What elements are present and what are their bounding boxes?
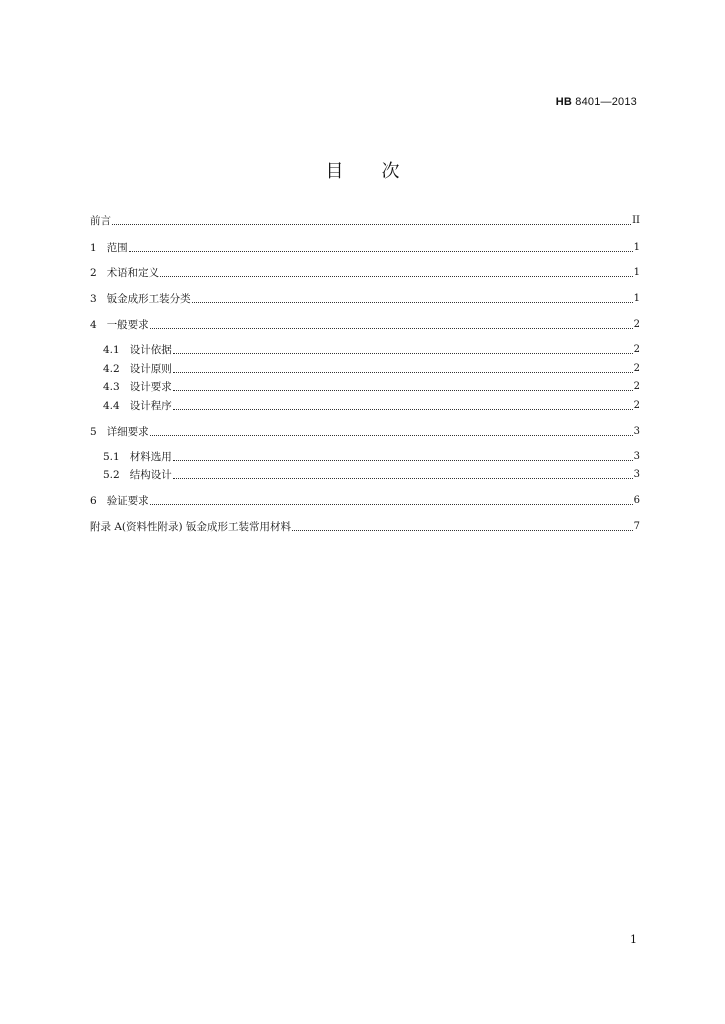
toc-page-number: 1 (633, 242, 640, 253)
standard-number: 8401—2013 (575, 96, 637, 108)
page-number: 1 (630, 933, 637, 946)
toc-label: 钣金成形工装分类 (106, 293, 191, 305)
toc-page-number: 2 (633, 381, 640, 392)
toc-page-number: 2 (633, 363, 640, 374)
toc-entry-3[interactable] (90, 292, 640, 306)
toc-page-number: 7 (633, 521, 640, 532)
toc-entry-5-2[interactable] (103, 468, 640, 482)
toc-entry-4-3[interactable] (103, 380, 640, 394)
toc-page-number: 1 (633, 293, 640, 304)
toc-section-number: 4.3 (103, 381, 120, 393)
toc-entry-5-1[interactable] (103, 450, 640, 464)
toc-label: 范围 (106, 242, 128, 254)
toc-leader-dots (160, 275, 632, 277)
toc-entry-2[interactable] (90, 266, 640, 280)
toc-label: 设计依据 (129, 344, 172, 356)
page-title: 目次 (325, 161, 438, 182)
toc-leader-dots (173, 352, 633, 354)
toc-page-number: 3 (633, 426, 640, 437)
toc-page-number: 3 (633, 469, 640, 480)
toc-leader-dots (173, 408, 633, 410)
toc-entry-4-4[interactable] (103, 399, 640, 413)
toc-leader-dots (173, 459, 633, 461)
toc-leader-dots (150, 327, 633, 329)
toc-leader-dots (150, 434, 633, 436)
toc-label: 术语和定义 (106, 267, 160, 279)
toc-leader-dots (129, 250, 633, 252)
toc-label: 设计程序 (129, 400, 172, 412)
toc-section-number: 6 (90, 495, 97, 507)
toc-section-number: 4.1 (103, 344, 120, 356)
toc-entry-1[interactable] (90, 241, 640, 255)
toc-entry-foreword[interactable] (90, 214, 640, 228)
toc-page-number: 2 (633, 344, 640, 355)
toc-section-number: 2 (90, 267, 97, 279)
toc-entry-5[interactable] (90, 425, 640, 439)
toc-leader-dots (150, 503, 633, 505)
toc-section-number: 5.1 (103, 451, 120, 463)
standard-code (556, 96, 637, 108)
toc-leader-dots (192, 301, 633, 303)
toc-label: 详细要求 (106, 426, 149, 438)
toc-section-number: 3 (90, 293, 97, 305)
toc-label: 设计要求 (129, 381, 172, 393)
toc-page-number: II (632, 215, 640, 226)
toc-entry-4-1[interactable] (103, 343, 640, 357)
toc-page-number: 3 (633, 451, 640, 462)
toc-leader-dots (112, 223, 631, 225)
toc-section-number: 1 (90, 242, 97, 254)
toc-section-number: 4.4 (103, 400, 120, 412)
standard-prefix: HB (555, 96, 572, 108)
toc-label: 一般要求 (106, 319, 149, 331)
toc-leader-dots (292, 529, 633, 531)
toc-entry-appendix-a[interactable] (90, 520, 640, 534)
toc-section-number: 4 (90, 319, 97, 331)
toc-entry-4[interactable] (90, 318, 640, 332)
toc-label: 附录 A(资料性附录) 钣金成形工装常用材料 (90, 521, 291, 533)
toc-label: 结构设计 (129, 469, 172, 481)
toc-label: 前言 (90, 215, 111, 227)
toc-section-number: 4.2 (103, 363, 120, 375)
toc-leader-dots (173, 371, 633, 373)
toc-leader-dots (173, 389, 633, 391)
toc-section-number: 5.2 (103, 469, 120, 481)
toc-section-number: 5 (90, 426, 97, 438)
toc-entry-6[interactable] (90, 494, 640, 508)
toc-page-number: 1 (633, 267, 640, 278)
toc-entry-4-2[interactable] (103, 362, 640, 376)
toc-label: 设计原则 (129, 363, 172, 375)
toc-label: 验证要求 (106, 495, 149, 507)
toc-page-number: 2 (633, 319, 640, 330)
toc-leader-dots (173, 477, 633, 479)
toc-page-number: 6 (633, 495, 640, 506)
toc-label: 材料选用 (129, 451, 172, 463)
toc-page-number: 2 (633, 400, 640, 411)
